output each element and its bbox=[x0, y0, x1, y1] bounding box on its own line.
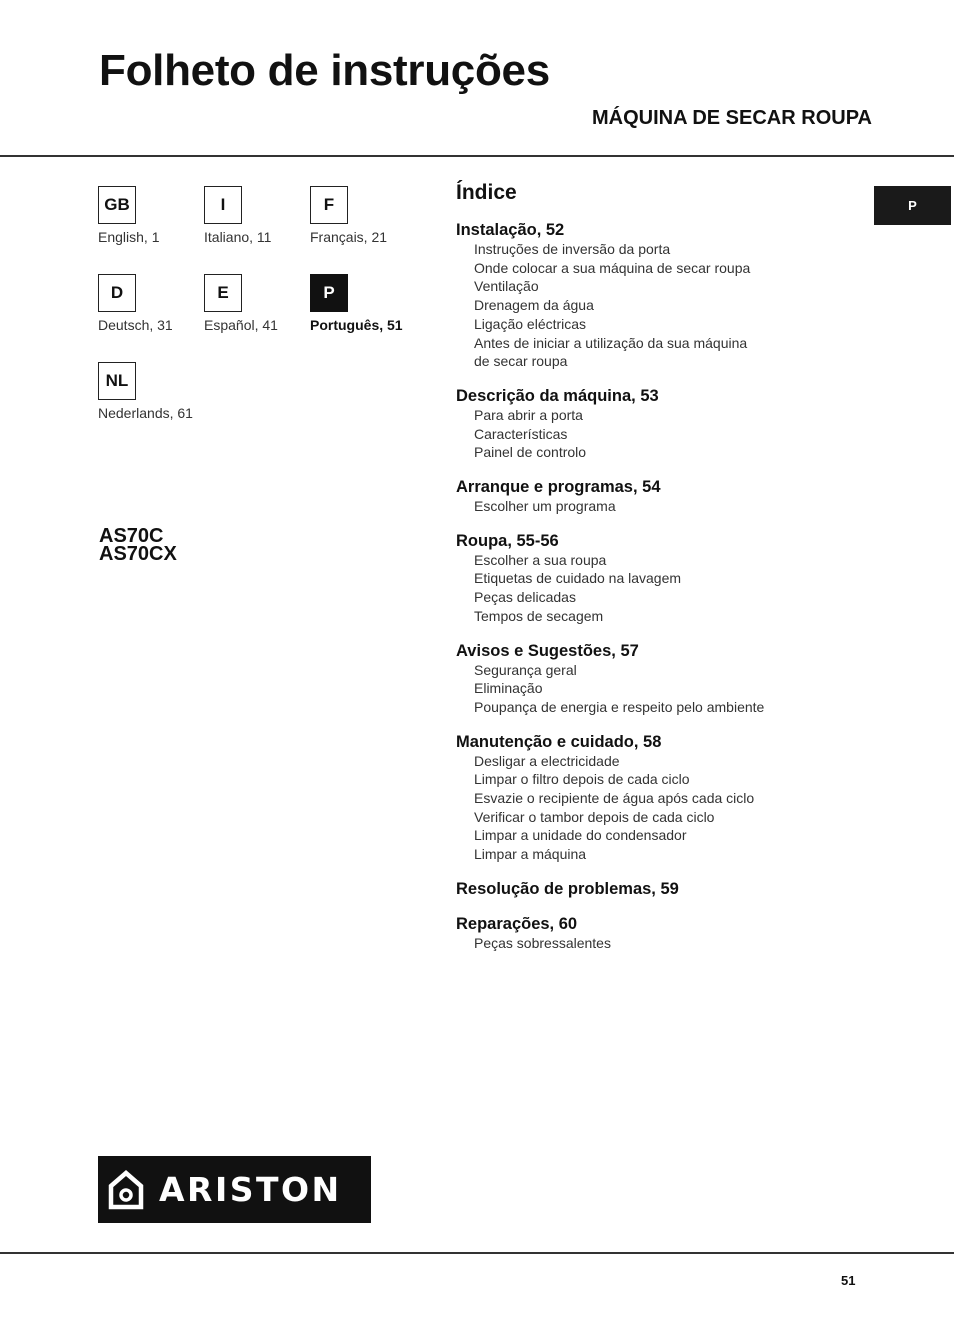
toc-section-title[interactable]: Descrição da máquina, 53 bbox=[456, 386, 659, 405]
language-label: Español, 41 bbox=[204, 317, 278, 333]
language-code-badge-active: P bbox=[310, 274, 348, 312]
page-number: 51 bbox=[841, 1273, 856, 1288]
language-side-tab: P bbox=[874, 186, 951, 225]
toc-section-title[interactable]: Arranque e programas, 54 bbox=[456, 478, 661, 497]
toc-item[interactable]: Drenagem da água bbox=[474, 297, 594, 314]
header-divider bbox=[0, 155, 954, 157]
toc-item-list bbox=[456, 406, 836, 462]
toc-item[interactable]: Escolher um programa bbox=[474, 498, 616, 515]
language-link-nl[interactable] bbox=[98, 362, 208, 421]
toc-item[interactable]: Onde colocar a sua máquina de secar roupa bbox=[474, 259, 751, 276]
toc-section bbox=[456, 879, 836, 899]
language-code-badge: NL bbox=[98, 362, 136, 400]
toc-section bbox=[456, 641, 836, 717]
toc-item[interactable]: Limpar o filtro depois de cada ciclo bbox=[474, 771, 690, 788]
toc-item[interactable]: Segurança geral bbox=[474, 661, 577, 678]
language-label: Italiano, 11 bbox=[204, 229, 272, 245]
language-label: Français, 21 bbox=[310, 229, 388, 245]
toc-item[interactable]: Esvazie o recipiente de água após cada ciclo bbox=[474, 790, 755, 807]
logo-wordmark: ARISTON bbox=[159, 1170, 342, 1209]
language-link-d[interactable] bbox=[98, 274, 208, 333]
toc-item-list bbox=[456, 240, 836, 371]
toc-item[interactable]: Limpar a máquina bbox=[474, 846, 587, 863]
toc-section-title[interactable]: Resolução de problemas, 59 bbox=[456, 879, 679, 898]
toc-item-list bbox=[456, 661, 836, 717]
language-label-active: Português, 51 bbox=[310, 317, 403, 333]
toc-section bbox=[456, 386, 836, 462]
toc-item[interactable]: Limpar a unidade do condensador bbox=[474, 827, 687, 844]
language-code-badge: E bbox=[204, 274, 242, 312]
language-link-p-current[interactable] bbox=[310, 274, 420, 333]
language-code-badge: D bbox=[98, 274, 136, 312]
page-subtitle: MÁQUINA DE SECAR ROUPA bbox=[591, 107, 872, 129]
model-name: AS70CX bbox=[99, 543, 177, 565]
language-link-e[interactable] bbox=[204, 274, 314, 333]
toc-item[interactable]: Características bbox=[474, 425, 568, 442]
toc-item[interactable]: Tempos de secagem bbox=[474, 607, 604, 624]
footer-divider bbox=[0, 1252, 954, 1254]
toc-section bbox=[456, 531, 836, 626]
toc-section-title[interactable]: Reparações, 60 bbox=[456, 914, 578, 933]
toc-item-list bbox=[456, 934, 836, 953]
toc-item[interactable]: Peças delicadas bbox=[474, 589, 576, 606]
toc-section-title[interactable]: Instalação, 52 bbox=[456, 221, 565, 239]
toc-section bbox=[456, 914, 836, 953]
page-title: Folheto de instruções bbox=[99, 46, 550, 95]
toc-item[interactable]: Verificar o tambor depois de cada ciclo bbox=[474, 808, 715, 825]
toc-item-list bbox=[456, 497, 836, 516]
language-label: English, 1 bbox=[98, 229, 160, 245]
house-icon bbox=[107, 1170, 145, 1210]
language-link-i[interactable] bbox=[204, 186, 314, 245]
toc-item[interactable]: Para abrir a porta bbox=[474, 406, 583, 423]
toc-item[interactable]: Eliminação bbox=[474, 680, 543, 697]
language-label: Deutsch, 31 bbox=[98, 317, 173, 333]
language-code-badge: F bbox=[310, 186, 348, 224]
toc-item[interactable]: Antes de iniciar a utilização da sua máquina bbox=[474, 334, 748, 351]
toc-item-list bbox=[456, 752, 836, 864]
toc-item[interactable]: Peças sobressalentes bbox=[474, 934, 611, 951]
language-link-f[interactable] bbox=[310, 186, 420, 245]
toc-section-title[interactable]: Manutenção e cuidado, 58 bbox=[456, 732, 662, 751]
language-link-gb[interactable] bbox=[98, 186, 208, 245]
toc-section bbox=[456, 477, 836, 516]
toc-section-title[interactable]: Avisos e Sugestões, 57 bbox=[456, 641, 639, 660]
language-code-badge: GB bbox=[98, 186, 136, 224]
toc-item-list bbox=[456, 551, 836, 626]
toc-item[interactable]: Poupança de energia e respeito pelo ambiente bbox=[474, 698, 765, 715]
language-label: Nederlands, 61 bbox=[98, 405, 193, 421]
toc-item[interactable]: Ventilação bbox=[474, 278, 539, 295]
toc-item[interactable]: Escolher a sua roupa bbox=[474, 551, 607, 568]
language-code-badge: I bbox=[204, 186, 242, 224]
toc-section bbox=[456, 732, 836, 864]
toc-item[interactable]: Instruções de inversão da porta bbox=[474, 241, 671, 257]
ariston-logo bbox=[98, 1156, 371, 1223]
toc-section bbox=[456, 220, 836, 371]
toc-section-title[interactable]: Roupa, 55-56 bbox=[456, 531, 559, 550]
model-numbers bbox=[99, 527, 177, 563]
toc-item[interactable]: Painel de controlo bbox=[474, 444, 587, 461]
toc-item[interactable]: de secar roupa bbox=[474, 353, 568, 370]
table-of-contents bbox=[456, 181, 836, 968]
toc-item[interactable]: Etiquetas de cuidado na lavagem bbox=[474, 570, 682, 587]
model-name: AS70C bbox=[99, 525, 164, 547]
index-heading: Índice bbox=[456, 181, 517, 204]
toc-item[interactable]: Ligação eléctricas bbox=[474, 315, 587, 332]
toc-item[interactable]: Desligar a electricidade bbox=[474, 752, 620, 769]
